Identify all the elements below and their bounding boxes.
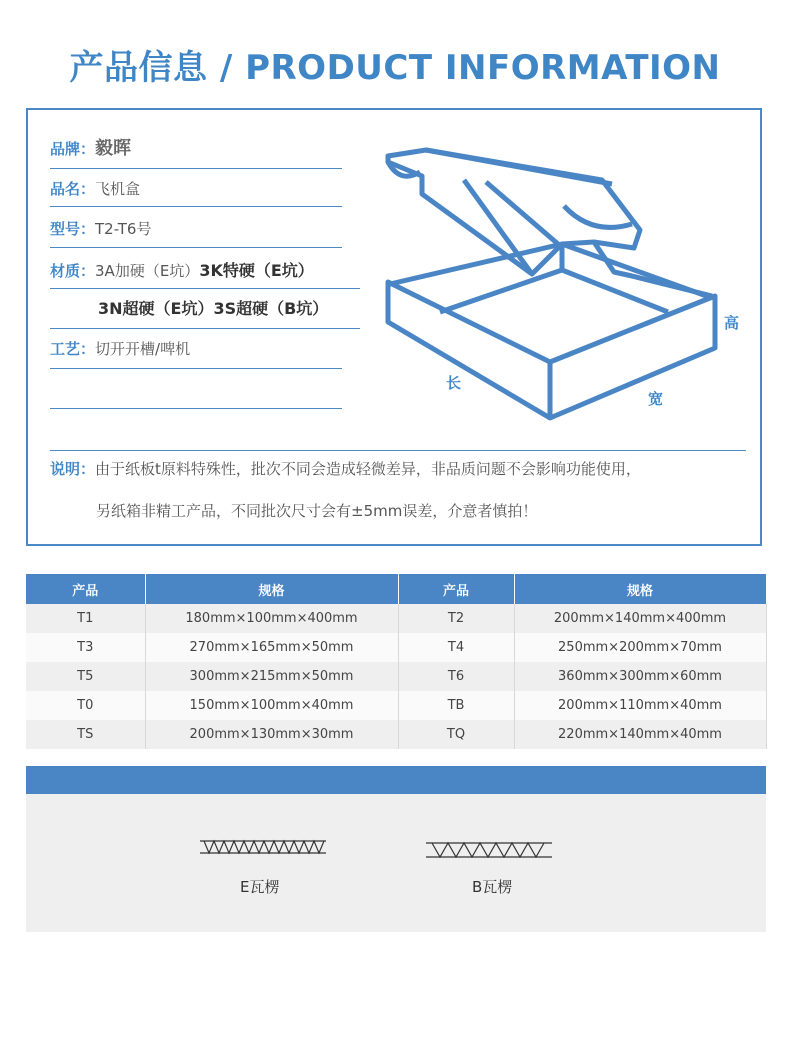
- table-cell: 270mm×165mm×50mm: [145, 633, 398, 662]
- table-cell: T5: [26, 662, 145, 691]
- material-row-2: [50, 296, 360, 329]
- product-info-panel: [26, 108, 762, 546]
- table-cell: TS: [26, 720, 145, 749]
- col-header-product: 产品: [398, 574, 514, 604]
- process-label: 工艺：: [50, 340, 96, 358]
- brand-row: [50, 134, 342, 169]
- table-cell: 200mm×140mm×400mm: [514, 604, 766, 633]
- note-label: 说明：: [50, 460, 96, 478]
- height-label: 高: [724, 314, 740, 332]
- note-text-1: 由于纸板t原料特殊性，批次不同会造成轻微差异，非品质问题不会影响功能使用，: [95, 460, 641, 478]
- table-cell: T6: [398, 662, 514, 691]
- table-row: [26, 604, 766, 633]
- b-flute-icon: [426, 840, 556, 860]
- note-line-2: 另纸箱非精工产品，不同批次尺寸会有±5mm误差，介意者慎拍！: [96, 502, 538, 520]
- table-cell: T3: [26, 633, 145, 662]
- name-row: [50, 178, 342, 207]
- b-flute-label: B瓦楞: [472, 878, 513, 896]
- col-header-spec: 规格: [514, 574, 766, 604]
- table-cell: T0: [26, 691, 145, 720]
- brand-label: 品牌：: [50, 140, 96, 158]
- table-cell: 180mm×100mm×400mm: [145, 604, 398, 633]
- length-label: 长: [446, 374, 462, 392]
- name-value: 飞机盒: [95, 180, 141, 198]
- process-row: [50, 338, 342, 369]
- col-header-spec: 规格: [145, 574, 398, 604]
- e-flute-label: E瓦楞: [240, 878, 280, 896]
- material-value-2: 3K特硬（E坑）: [199, 261, 314, 280]
- table-cell: 220mm×140mm×40mm: [514, 720, 766, 749]
- table-row: [26, 720, 766, 749]
- table-cell: 300mm×215mm×50mm: [145, 662, 398, 691]
- page-title: 产品信息 / PRODUCT INFORMATION: [69, 48, 721, 88]
- table-cell: T4: [398, 633, 514, 662]
- material-label: 材质：: [50, 262, 96, 280]
- width-label: 宽: [648, 390, 664, 408]
- table-cell: 360mm×300mm×60mm: [514, 662, 766, 691]
- material-value-3: 3N超硬（E坑）3S超硬（B坑）: [98, 299, 329, 318]
- table-cell: TB: [398, 691, 514, 720]
- note-line-1: [50, 458, 641, 479]
- table-cell: 200mm×110mm×40mm: [514, 691, 766, 720]
- note-divider: [50, 450, 746, 451]
- material-row: [50, 258, 360, 289]
- table-row: [26, 691, 766, 720]
- e-flute-icon: [200, 838, 330, 858]
- brand-value: 毅晖: [95, 138, 132, 159]
- table-cell: T1: [26, 604, 145, 633]
- process-value: 切开开槽/啤机: [95, 340, 191, 358]
- table-row: [26, 662, 766, 691]
- model-label: 型号：: [50, 220, 96, 238]
- table-row: [26, 633, 766, 662]
- model-row: [50, 218, 342, 248]
- name-label: 品名：: [50, 180, 96, 198]
- flute-section: [26, 794, 766, 932]
- model-value: T2-T6号: [95, 220, 152, 238]
- blank-row: [50, 372, 342, 409]
- table-cell: 250mm×200mm×70mm: [514, 633, 766, 662]
- table-cell: 200mm×130mm×30mm: [145, 720, 398, 749]
- table-cell: T2: [398, 604, 514, 633]
- flute-section-header: [26, 766, 766, 794]
- table-cell: 150mm×100mm×40mm: [145, 691, 398, 720]
- col-header-product: 产品: [26, 574, 145, 604]
- spec-table-header: [26, 574, 766, 604]
- material-value-1: 3A加硬（E坑）: [95, 262, 200, 280]
- spec-table: [26, 574, 767, 749]
- mailer-box-diagram: [382, 136, 752, 426]
- table-cell: TQ: [398, 720, 514, 749]
